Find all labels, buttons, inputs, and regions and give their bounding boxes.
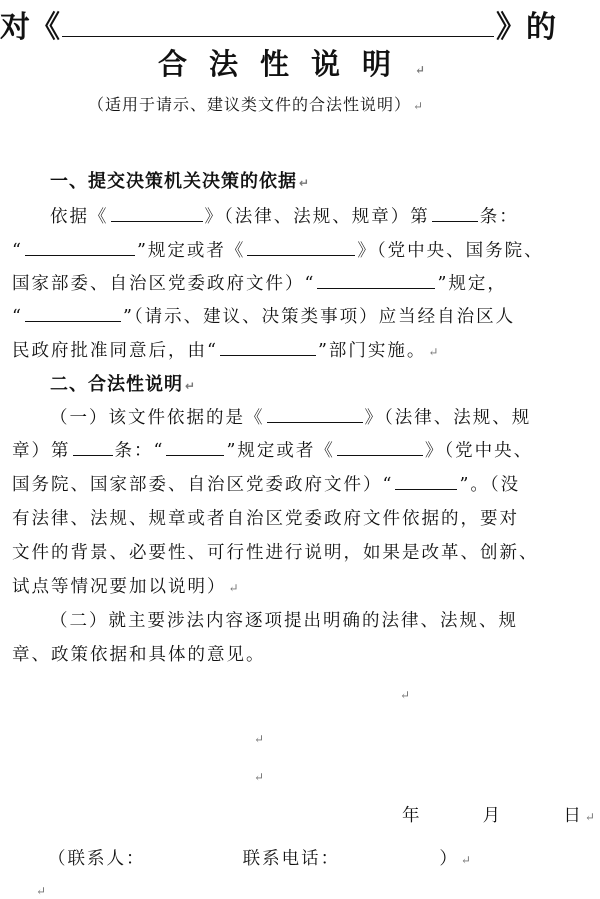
empty-paragraph-mark bbox=[252, 728, 264, 747]
text: “ bbox=[12, 307, 23, 327]
date-month: 月 bbox=[482, 806, 503, 826]
section1-line1 bbox=[50, 203, 519, 228]
section1-heading bbox=[50, 167, 310, 193]
policy-provision-blank bbox=[395, 472, 457, 491]
subtitle bbox=[88, 92, 424, 115]
paragraph-mark-icon: ↵ bbox=[254, 770, 265, 784]
paragraph-mark-icon: ↵ bbox=[460, 853, 473, 867]
text: 》（党中央、国务院、 bbox=[357, 241, 544, 261]
provision-blank bbox=[166, 438, 224, 457]
paragraph-mark-icon: ↵ bbox=[584, 810, 597, 824]
text: ”（请示、建议、决策类事项）应当经自治区人 bbox=[122, 307, 516, 327]
page-title bbox=[158, 42, 447, 83]
date-line bbox=[402, 802, 597, 827]
section2-p1-line3 bbox=[12, 471, 520, 496]
section1-line4 bbox=[12, 303, 515, 328]
section2-p2-line1 bbox=[50, 607, 518, 632]
policy-document-blank bbox=[247, 238, 355, 257]
title-suffix: 》的 bbox=[496, 10, 556, 45]
text: （一）该文件依据的是《 bbox=[50, 408, 265, 428]
text: 民政府批准同意后，由“ bbox=[12, 341, 218, 361]
text: 》（党中央、 bbox=[424, 441, 534, 461]
text: （二）就主要涉法内容逐项提出明确的法律、法规、规 bbox=[50, 611, 518, 631]
matter-blank bbox=[25, 304, 121, 323]
text: ”。（没 bbox=[459, 475, 521, 495]
basis-document-blank bbox=[267, 405, 363, 424]
paragraph-mark-icon: ↵ bbox=[36, 884, 47, 898]
empty-paragraph-mark bbox=[34, 880, 46, 899]
section2-p1-line6 bbox=[12, 573, 241, 598]
paragraph-mark-icon: ↵ bbox=[413, 99, 425, 113]
text: 国家部委、自治区党委政府文件）“ bbox=[12, 274, 316, 294]
text: ”部门实施。 bbox=[317, 341, 427, 361]
section2-heading-text: 二、合法性说明 bbox=[50, 374, 183, 395]
section2-p1-line1 bbox=[50, 404, 531, 429]
contact-close: ） bbox=[439, 849, 459, 869]
section1-heading-text: 一、提交决策机关决策的依据 bbox=[50, 171, 297, 192]
text: 》（法律、法规、规 bbox=[364, 408, 532, 428]
policy-document-blank bbox=[337, 438, 423, 457]
paragraph-mark-icon: ↵ bbox=[299, 176, 311, 190]
subtitle-text: （适用于请示、建议类文件的合法性说明） bbox=[88, 95, 412, 114]
article-number-blank bbox=[432, 204, 478, 223]
text: 章、政策依据和具体的意见。 bbox=[12, 645, 266, 665]
text: 文件的背景、必要性、可行性进行说明，如果是改革、创新、 bbox=[12, 543, 539, 563]
paragraph-mark-icon: ↵ bbox=[415, 63, 448, 77]
section2-p1-line2 bbox=[12, 437, 533, 462]
department-blank bbox=[220, 338, 316, 357]
paragraph-mark-icon: ↵ bbox=[185, 379, 197, 393]
contact-line bbox=[48, 845, 473, 870]
date-year: 年 bbox=[402, 806, 422, 826]
text: 》（法律、法规、规章）第 bbox=[204, 207, 430, 227]
document-name-blank bbox=[62, 6, 494, 37]
title-prefix-line bbox=[0, 2, 556, 46]
article-number-blank bbox=[73, 438, 113, 457]
text: 依据《 bbox=[50, 207, 109, 227]
text: 试点等情况要加以说明） bbox=[12, 577, 227, 597]
title-prefix: 对《 bbox=[0, 10, 60, 45]
text: ”规定， bbox=[437, 274, 507, 294]
text: “ bbox=[12, 241, 23, 261]
empty-paragraph-mark bbox=[252, 766, 264, 785]
section1-line2 bbox=[12, 237, 544, 262]
paragraph-mark-icon: ↵ bbox=[400, 688, 411, 702]
phone-label: 联系电话： bbox=[242, 849, 341, 869]
section2-p2-line2 bbox=[12, 641, 266, 666]
provision-blank bbox=[25, 238, 135, 257]
text: ”规定或者《 bbox=[136, 241, 246, 261]
date-day: 日 bbox=[563, 806, 583, 826]
section1-line3 bbox=[12, 270, 507, 295]
text: ”规定或者《 bbox=[226, 441, 335, 461]
policy-provision-blank bbox=[317, 271, 435, 290]
law-name-blank bbox=[111, 204, 203, 223]
text: 有法律、法规、规章或者自治区党委政府文件依据的，要对 bbox=[12, 509, 519, 529]
paragraph-mark-icon: ↵ bbox=[254, 732, 265, 746]
section2-p1-line5 bbox=[12, 539, 539, 564]
paragraph-mark-icon: ↵ bbox=[228, 581, 241, 595]
section1-line5 bbox=[12, 337, 440, 362]
contact-label: （联系人： bbox=[48, 849, 146, 869]
section2-p1-line4 bbox=[12, 505, 519, 530]
section2-heading bbox=[50, 370, 196, 396]
page-title-text: 合法性说明 bbox=[158, 47, 414, 81]
text: 国务院、国家部委、自治区党委政府文件）“ bbox=[12, 475, 394, 495]
paragraph-mark-icon: ↵ bbox=[428, 345, 441, 359]
text: 章）第 bbox=[12, 441, 71, 461]
text: 条：“ bbox=[114, 441, 165, 461]
empty-paragraph-mark bbox=[398, 684, 410, 703]
text: 条： bbox=[479, 207, 519, 227]
